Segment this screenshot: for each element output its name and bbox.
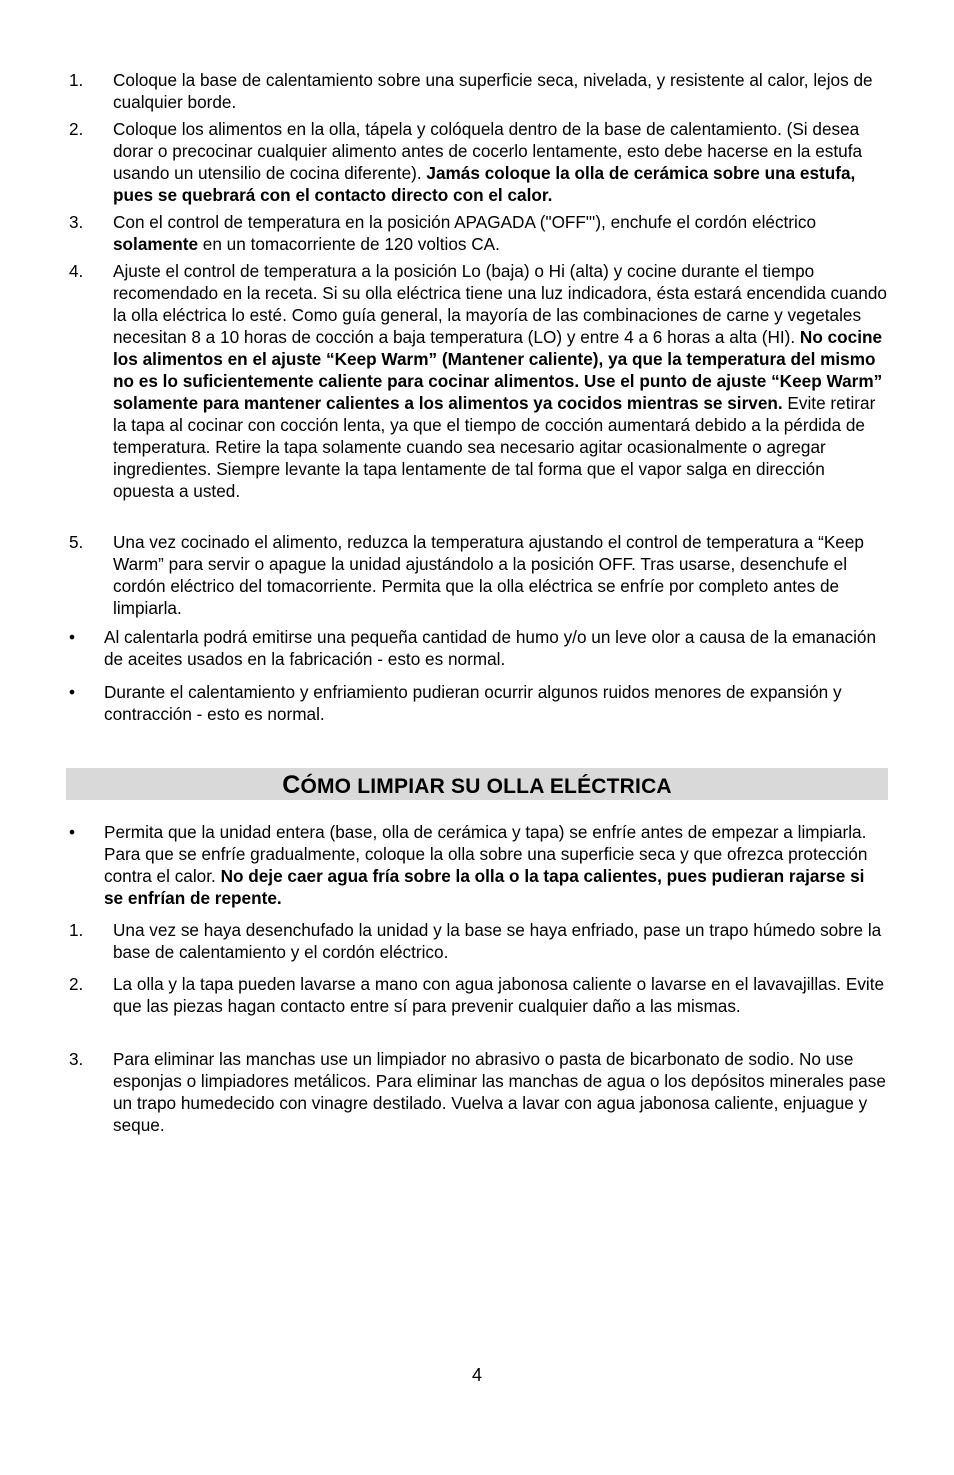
- list-marker: 4.: [69, 261, 84, 281]
- list-marker: 5.: [69, 532, 84, 552]
- list-marker: 2.: [69, 119, 84, 139]
- list-text: La olla y la tapa pueden lavarse a mano con agua jabonosa caliente o lavarse en el lavavajillas. Evite que las piezas hagan contacto entre sí para prevenir cualquier daño a las mismas.: [113, 974, 885, 1016]
- section-header: [66, 768, 888, 800]
- bullet-text: Permita que la unidad entera (base, olla de cerámica y tapa) se enfríe antes de empezar a limpiarla. Para que se enfríe gradualmente, coloque la olla sobre una superficie seca y que ofrezca protección contra el calor. No deje caer agua fría sobre la olla o la tapa calientes, pues pudieran rajarse si se enfrían de repente.: [104, 822, 868, 908]
- page-number: 4: [471, 1365, 482, 1385]
- bullet-marker: •: [69, 682, 76, 702]
- list-text: Coloque los alimentos en la olla, tápela y colóquela dentro de la base de calentamiento. (Si desea dorar o precocinar cualquier alimento antes de cocerlo lentamente, esto debe hacerse en la estufa usando un utensilio de cocina diferente). Jamás coloque la olla de cerámica sobre una estufa, pues se quebrará con el contacto directo con el calor.: [113, 119, 863, 205]
- list-marker: 3.: [69, 212, 84, 232]
- list-text: Una vez cocinado el alimento, reduzca la temperatura ajustando el control de temperatura a “Keep Warm” para servir o apague la unidad ajustándolo a la posición OFF. Tras usarse, desenchufe el cordón eléctrico del tomacorriente. Permita que la olla eléctrica se enfríe por completo antes de limpiarla.: [113, 532, 864, 618]
- list-marker: 2.: [69, 974, 84, 994]
- list-marker: 3.: [69, 1049, 84, 1069]
- bullet-marker: •: [69, 822, 76, 842]
- list-text: Coloque la base de calentamiento sobre una superficie seca, nivelada, y resistente al calor, lejos de cualquier borde.: [113, 70, 873, 112]
- list-text: Con el control de temperatura en la posición APAGADA ("OFF"'), enchufe el cordón eléctrico solamente en un tomacorriente de 120 voltios CA.: [113, 212, 817, 254]
- bullet-marker: •: [69, 627, 76, 647]
- list-marker: 1.: [69, 920, 84, 940]
- list-text: Ajuste el control de temperatura a la posición Lo (baja) o Hi (alta) y cocine durante el tiempo recomendado en la receta. Si su olla eléctrica tiene una luz indicadora, ésta estará encendida cuando la olla eléctrica lo esté. Como guía general, la mayoría de las combinaciones de carne y vegetales necesitan 8 a 10 horas de cocción a baja temperatura (LO) y entre 4 a 6 horas a alta (HI). No cocine los alimentos en el ajuste “Keep Warm” (Mantener caliente), ya que la temperatura del mismo no es lo suficientemente caliente para cocinar alimentos. Use el punto de ajuste “Keep Warm” solamente para mantener calientes a los alimentos ya cocidos mientras se sirven. Evite retirar la tapa al cocinar con cocción lenta, ya que el tiempo de cocción aumentará debido a la pérdida de temperatura. Retire la tapa solamente cuando sea necesario agitar ocasionalmente o agregar ingredientes. Siempre levante la tapa lentamente de tal forma que el vapor salga en dirección opuesta a usted.: [113, 261, 887, 501]
- section-title: CÓMO LIMPIAR SU OLLA ELÉCTRICA: [282, 771, 672, 799]
- bullet-text: Durante el calentamiento y enfriamiento pudieran ocurrir algunos ruidos menores de expansión y contracción - esto es normal.: [104, 682, 842, 724]
- list-text: Una vez se haya desenchufado la unidad y la base se haya enfriado, pase un trapo húmedo sobre la base de calentamiento y el cordón eléctrico.: [113, 920, 882, 962]
- list-marker: 1.: [69, 70, 84, 90]
- list-text: Para eliminar las manchas use un limpiador no abrasivo o pasta de bicarbonato de sodio. No use esponjas o limpiadores metálicos. Para eliminar las manchas de agua o los depósitos minerales pase un trapo humedecido con vinagre destilado. Vuelva a lavar con agua jabonosa caliente, enjuague y seque.: [113, 1049, 886, 1135]
- bullet-text: Al calentarla podrá emitirse una pequeña cantidad de humo y/o un leve olor a causa de la emanación de aceites usados en la fabricación - esto es normal.: [104, 627, 877, 669]
